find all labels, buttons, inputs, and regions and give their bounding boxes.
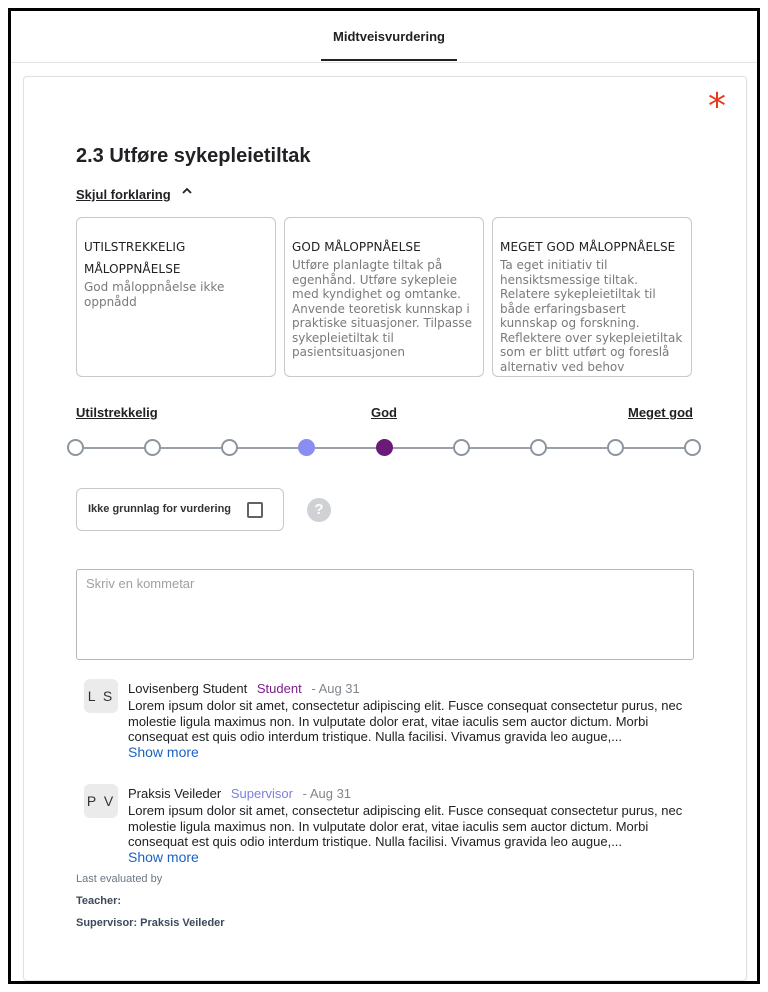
scale-label-good: God — [371, 405, 397, 420]
rating-scale-point[interactable] — [684, 439, 701, 456]
active-tab-indicator — [321, 59, 457, 61]
show-more-link[interactable]: Show more — [128, 849, 199, 865]
avatar: L S — [84, 679, 118, 713]
comment-header — [128, 681, 360, 696]
level-title: UTILSTREKKELIG — [84, 240, 186, 254]
comment-date: - Aug 31 — [302, 786, 352, 801]
no-basis-label: Ikke grunnlag for vurdering — [88, 503, 232, 515]
avatar: P V — [84, 784, 118, 818]
section-title: 2.3 Utføre sykepleietiltak — [76, 145, 311, 167]
rating-scale-point[interactable] — [144, 439, 161, 456]
level-description-insufficient — [76, 217, 276, 377]
comment-header — [128, 786, 351, 801]
scale-label-insufficient: Utilstrekkelig — [76, 405, 158, 420]
rating-scale-point[interactable] — [67, 439, 84, 456]
comment-text: Lorem ipsum dolor sit amet, consectetur adipiscing elit. Fusce consequat consectetur purus, nec molestie ligula maximus non. In vulputate dolor erat, vitae iaculis sem auctor dictum. Morbi consequat est quis odio interdum tristique. Nulla facilisi. Vivamus gravida leo augue,... — [128, 803, 683, 849]
rating-scale-point[interactable] — [607, 439, 624, 456]
comment-input[interactable] — [76, 569, 694, 660]
no-basis-checkbox[interactable] — [247, 502, 263, 518]
level-text: Utføre planlagte tiltak på egenhånd. Utføre sykepleie med kyndighet og omtanke. Anvende teoretisk kunnskap i praktiske situasjoner. Tilpasse sykepleietiltak til pasientsituasjonen — [292, 258, 472, 359]
level-title: MEGET GOD MÅLOPPNÅELSE — [500, 240, 676, 254]
rating-scale-point[interactable] — [376, 439, 393, 456]
hide-explanation-toggle[interactable]: Skjul forklaring — [76, 187, 171, 202]
level-text: Ta eget initiativ til hensiktsmessige tiltak. Relatere sykepleietiltak til både erfaringsbasert kunnskap og forskning. Reflektere over sykepleietiltak som er blitt utført og foreslå alternativ ved behov — [500, 258, 683, 374]
comment-role: Student — [256, 681, 302, 696]
rating-scale-point[interactable] — [298, 439, 315, 456]
rating-scale-point[interactable] — [530, 439, 547, 456]
level-title-line2: MÅLOPPNÅELSE — [84, 262, 181, 276]
rating-scale-point[interactable] — [453, 439, 470, 456]
help-icon[interactable]: ? — [307, 498, 331, 522]
chevron-up-icon[interactable] — [180, 184, 194, 198]
tab-bar — [11, 11, 757, 63]
level-description-very-good — [492, 217, 692, 377]
tab-midtveisvurdering[interactable]: Midtveisvurdering — [333, 29, 445, 44]
comment-date: - Aug 31 — [311, 681, 360, 696]
rating-scale-point[interactable] — [221, 439, 238, 456]
no-basis-option[interactable] — [76, 488, 284, 531]
teacher-evaluator: Teacher: — [76, 895, 122, 907]
comment-role: Supervisor — [230, 786, 293, 801]
supervisor-evaluator: Supervisor: Praksis Veileder — [76, 917, 225, 929]
scale-label-very-good: Meget god — [628, 405, 693, 420]
level-description-good — [284, 217, 484, 377]
comment-text: Lorem ipsum dolor sit amet, consectetur adipiscing elit. Fusce consequat consectetur purus, nec molestie ligula maximus non. In vulputate dolor erat, vitae iaculis sem auctor dictum. Morbi consequat est quis odio interdum tristique. Nulla facilisi. Vivamus gravida leo augue,... — [128, 698, 683, 744]
evaluation-card — [23, 76, 747, 981]
last-evaluated-heading: Last evaluated by — [76, 873, 163, 885]
level-text: God måloppnåelse ikke oppnådd — [84, 280, 225, 309]
comment-author: Lovisenberg Student — [128, 681, 248, 696]
comment-author: Praksis Veileder — [128, 786, 222, 801]
show-more-link[interactable]: Show more — [128, 744, 199, 760]
required-asterisk-icon: * — [708, 86, 726, 127]
app-frame — [8, 8, 760, 984]
level-title: GOD MÅLOPPNÅELSE — [292, 240, 421, 254]
